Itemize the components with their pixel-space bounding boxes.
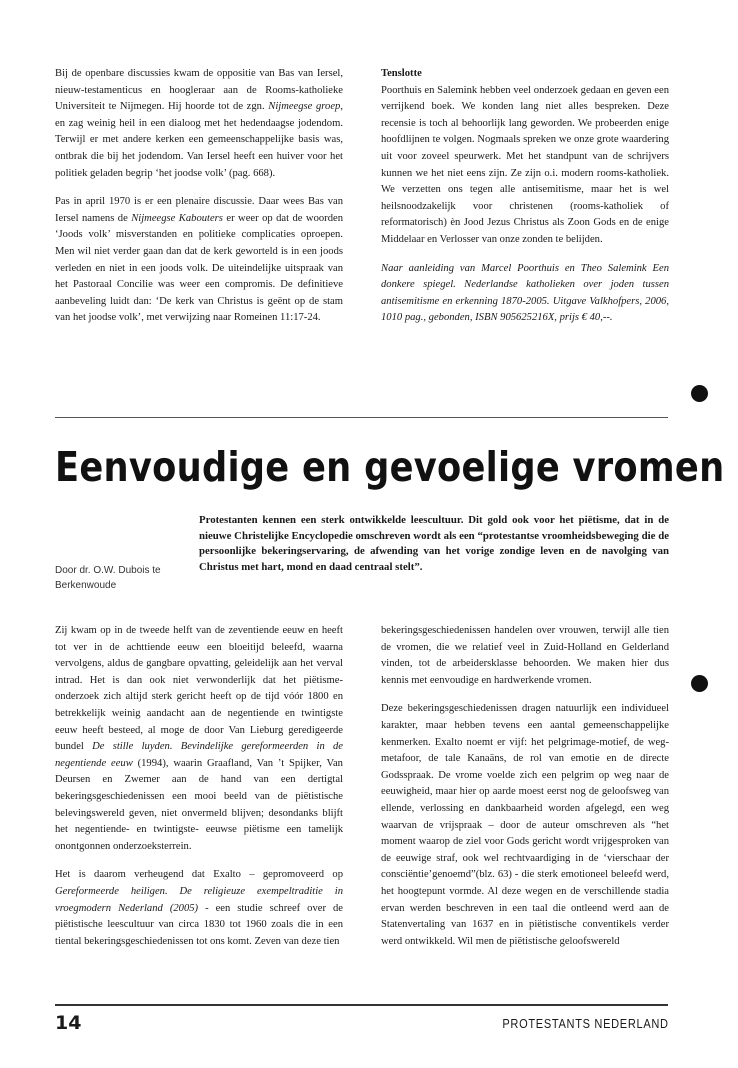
footer-rule <box>55 1004 668 1006</box>
bullet-dot <box>691 675 708 692</box>
bullet-dot <box>691 385 708 402</box>
paragraph: bekeringsgeschiedenissen handelen over vrouwen, terwijl alle tien de vromen, die we relatief veel in Zuid-Holland en Gelderland vinden, tot de arbeidersklasse behoorden. We maken hier dus kennis met eenvoudige en hardwerkende vromen. <box>381 625 669 686</box>
tenslotte-text <box>381 83 669 327</box>
paragraph: Naar aanleiding van Marcel Poorthuis en Theo Salemink Een donkere spiegel. Nederlandse katholieken over joden tussen antisemitisme en erkenning 1870-2005. Uitgave Valkhofpers, 2006, 1010 pag., gebonden, ISBN 905625216X, prijs € 40,--. <box>381 262 669 324</box>
article-intro: Protestanten kennen een sterk ontwikkelde leescultuur. Dit gold ook voor het piëtisme, dat in de nieuwe Christelijke Encyclopedie omschreven wordt als een “protestantse vroomheidsbeweging die de persoonlijke bekeringservaring, de afwending van het vorige zondige leven en de navolging van Christus met hart, mond en daad centraal stelt”. <box>199 514 669 573</box>
paragraph: Het is daarom verheugend dat Exalto – gepromoveerd op Gereformeerde heiligen. De religieuze exempeltraditie in vroegmodern Nederland (2005) - een studie schreef over de piëtistische leescultuur van circa 1830 tot 1960 zoals die in een tiental bekeringsgeschiedenissen tot ons komt. Zeven van deze tien <box>55 869 343 947</box>
paragraph: Bij de openbare discussies kwam de oppositie van Bas van Iersel, nieuw-testamenticus en hoogleraar aan de Rooms-katholieke Universiteit te Nijmegen. Hij hoorde tot de zgn. Nijmeegse groep, en zag weinig heil in een dialoog met het hedendaagse jodendom. Terwijl er met andere kerken een gemeenschappelijke basis was, ontbrak die bij het jodendom. Van Iersel heeft een huiver voor het politiek geladen begrip ‘het joodse volk’ (pag. 668). <box>55 68 343 179</box>
paragraph: Pas in april 1970 is er een plenaire discussie. Daar wees Bas van Iersel namens de Nijmeegse Kabouters er weer op dat de woorden ‘Joods volk’ misverstanden en politieke complicaties oproepen. Men wil niet verder gaan dan dat de kerk geworteld is in een joods verleden en niet in een joods volk. De uiteindelijke uitspraak van het Pastoraal Concilie was weer een compromis. De definitieve aanbeveling luidt dan: ‘De kerk van Christus is geënt op de stam van het joodse volk’, met verwijzing naar Romeinen 11:17-24. <box>55 196 343 324</box>
continuation-right-column <box>381 66 669 339</box>
magazine-name: PROTESTANTS NEDERLAND <box>502 1016 669 1031</box>
paragraph: Zij kwam op in de tweede helft van de zeventiende eeuw en heeft tot ver in de achttiende eeuw een bloeitijd beleefd, waarna vervolgens, aldus de gangbare opvatting, geleidelijk aan het verval intrad. Het is dan ook niet verwonderlijk dat het piëtisme-onderzoek zich altijd sterk gericht heeft op de tijd vóór 1800 en betrekkelijk weinig aandacht aan de negentiende en twintigste eeuw heeft besteed, al moge de door Van Lieburg geredigeerde bundel De stille luyden. Bevindelijke gereformeerden in de negentiende eeuw (1994), waarin Graafland, Van ’t Spijker, Van Deursen en Zwemer aan de hand van een dertigtal bekeringsgeschiedenissen een mooi beeld van de piëtistische belevingswereld geven, niet onvermeld blijven; desondanks blijft het negentiende- en twintigste- eeuwse piëtisme een tamelijk onontgonnen onderzoeksterrein. <box>55 625 344 852</box>
paragraph: Deze bekeringsgeschiedenissen dragen natuurlijk een individueel karakter, maar hebben tevens een aantal gemeenschappelijke kenmerken. Exalto noemt er vijf: het pelgrimage-motief, de weg-metafoor, de tale Kanaäns, de rol van emotie en de directe Godsspraak. De vrome voelde zich een pelgrim op weg naar de eeuwigheid, maar hier op aarde moest eerst nog de geloofsweg van ellende, verlossing en dankbaarheid worden afgelegd, een weg waarvan de vrijspraak – door de auteur omschreven als “het moment waarop de ziel voor Gods gericht wordt vrijgesproken van de eeuwige straf, ook wel rechtvaardiging in de ‘vierschaar der consciëntie’genoemd”(blz. 63) - die sterk emotioneel beleefd werd, het hoogtepunt vormde. Al deze wegen en de verschillende stadia ervan werden beschreven in een taal die ontleend werd aan de Statenvertaling van 1637 en in piëtistische conventikels verder werd ontwikkeld. Wil men de piëtistische geloofswereld <box>381 703 669 947</box>
author-byline: Door dr. O.W. Dubois te Berkenwoude <box>55 565 161 591</box>
paragraph: Poorthuis en Salemink hebben veel onderzoek gedaan en geven een verrijkend boek. We konden lang niet alles bespreken. Deze recensie is toch al behoorlijk lang geworden. We probeerden enige hoofdlijnen te volgen. Nogmaals spreken we onze grote waardering uit voor zoveel speurwerk. Met het standpunt van de schrijvers kunnen we het niet eens zijn. Ze zijn o.i. modern rooms-katholiek. We verzetten ons tegen alle antisemitisme, maar het is wel heilsnoodzakelijk voor christenen (rooms-katholiek of reformatorisch) èn Jood Jezus Christus als Zoon Gods en de enige Middelaar en Verlosser van onze zonden te belijden. <box>381 84 669 245</box>
article-right-column <box>381 623 669 962</box>
page-number: 14 <box>55 1012 82 1034</box>
article-left-column <box>55 623 343 962</box>
continuation-left-column <box>55 66 343 339</box>
section-heading-tenslotte: Tenslotte <box>381 68 422 79</box>
section-divider <box>55 417 668 418</box>
article-headline: Eenvoudige en gevoelige vromen <box>55 443 725 491</box>
